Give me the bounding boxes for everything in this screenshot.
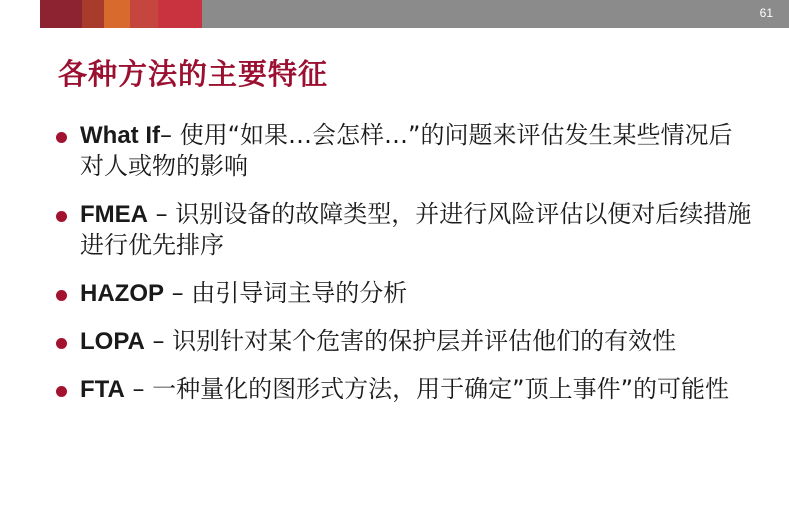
bullet-dot-icon	[56, 211, 67, 222]
list-item-body: – 一种量化的图形式方法，用于确定”顶上事件”的可能性	[124, 375, 729, 403]
list-item-lead: FTA	[80, 376, 125, 403]
list-item	[56, 374, 756, 405]
topbar-segment-2	[40, 0, 82, 28]
topbar-segment-7	[202, 0, 789, 28]
list-item-text	[80, 278, 407, 309]
list-item	[56, 326, 756, 357]
list-item-text	[80, 199, 756, 261]
topbar-segment-3	[82, 0, 104, 28]
decorative-top-bar	[0, 0, 789, 28]
topbar-segment-4	[104, 0, 130, 28]
bullet-dot-icon	[56, 290, 67, 301]
list-item-lead: HAZOP	[80, 280, 164, 307]
topbar-segment-1	[0, 0, 40, 28]
bullet-dot-icon	[56, 386, 67, 397]
list-item	[56, 199, 756, 261]
topbar-segment-5	[130, 0, 158, 28]
list-item-text	[80, 374, 729, 405]
list-item-body: – 使用“如果…会怎样…”的问题来评估发生某些情况后对人或物的影响	[80, 121, 733, 180]
list-item	[56, 278, 756, 309]
list-item-lead: What If	[80, 122, 160, 149]
list-item	[56, 120, 756, 182]
list-item-text	[80, 326, 676, 357]
list-item-body: – 识别针对某个危害的保护层并评估他们的有效性	[144, 327, 677, 355]
list-item-body: – 由引导词主导的分析	[164, 279, 408, 307]
list-item-lead: FMEA	[80, 201, 148, 228]
bullet-dot-icon	[56, 132, 67, 143]
list-item-body: – 识别设备的故障类型，并进行风险评估以便对后续措施进行优先排序	[80, 200, 752, 259]
topbar-segment-6	[158, 0, 202, 28]
page-title: 各种方法的主要特征	[58, 57, 329, 91]
list-item-lead: LOPA	[80, 328, 145, 355]
page-number: 61	[759, 6, 773, 20]
bullet-dot-icon	[56, 338, 67, 349]
list-item-text	[80, 120, 756, 182]
bullet-list	[56, 120, 756, 422]
